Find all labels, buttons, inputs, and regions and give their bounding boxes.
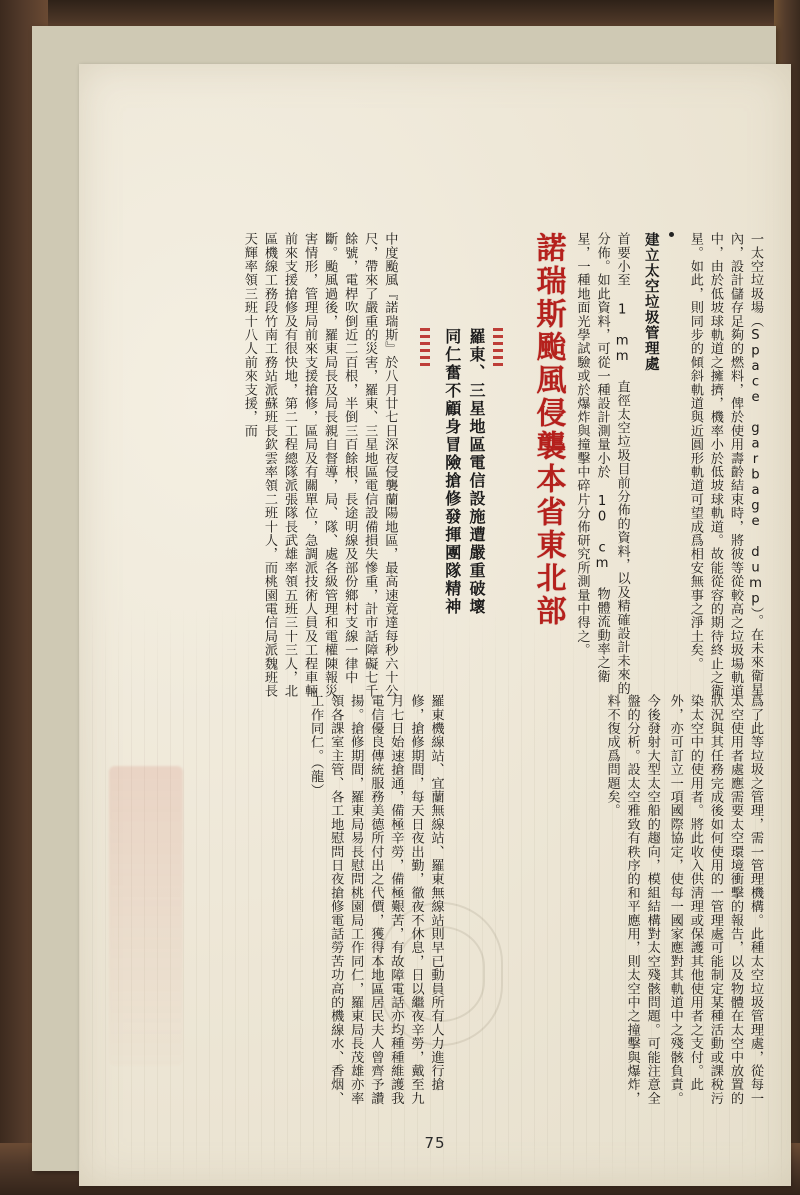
- typhoon-subheadline-2: 同仁奮不顧身冒險搶修發揮團隊精神: [442, 328, 462, 616]
- wave-rule-icon-2: [420, 328, 430, 368]
- typhoon-column-2: 羅東機線站、宜蘭無線站、羅東無線站則早已動員所有人力進行搶修，搶修期間，每天日夜出勤，徹夜不休息，日以繼夜辛勞，戴至九月七日始速搶通，備極辛勞，備極艱苦，有故障電話亦均種種維護我電信優良傳統服務美德所付出之代價，獲得本地區居民夫人曾齊予讚揚。搶修期間，羅東局易長慰問桃園局工作同仁，羅東局長茂雄亦率領各課室主管、各工地慰問日夜搶修電話勞苦功高的機線水、香烟、工作同仁。（龍）: [308, 694, 444, 1105]
- space-column-4: 今後發射大型太空船的趨向，模組結構對太空殘骸問題。可能注意全盤的分析。設太空雅致有秩序的和平應用，則太空中之撞擊與爆炸，料不復成爲問題矣。: [604, 694, 660, 1105]
- typhoon-headline-block: [508, 232, 565, 702]
- article-space-garbage: [105, 232, 765, 702]
- typhoon-column-1: 中度颱風『諾瑞斯』於八月廿七日深夜侵襲蘭陽地區，最高速竟達每秒六十公尺，帶來了嚴重的災害，羅東、三星地區電信設備損失慘重，計市話障礙七千餘號，電桿吹倒近二百根，半倒三百餘根，長途明線及部份鄉村支線一律中斷。颱風過後，羅東局長及局長親自督導，局、隊、處各級管理和電權陳報災害情形，管理局前來支援搶修，區局及有關單位，急調派技術人員及工程車輛前來支援搶修及有很快地，第二工程總隊派張隊長武雄率領五班三十三人，北區機線工務段竹南工務站派蘇班長欽雲率領二班十人，而桃園電信局派魏班長天輝率領三班十八人前來支援，而: [241, 232, 398, 698]
- page-number: 75: [424, 1134, 446, 1152]
- printed-page: [79, 64, 791, 1186]
- space-section-heading-column: [632, 232, 682, 702]
- wave-rule-icon: [493, 328, 503, 368]
- article-lower-region: [105, 694, 765, 1114]
- space-column-3: 爲了此等垃圾之管理，需一管理機構。此種太空垃圾管理處，從每一太空使用者處應需要太空環境衝擊的報告，以及物體在太空中放置的狀況與其任務完成後如何使用的一管理處可能制定某種活動或課稅污染太空中的使用者。將此收入供淸理或保護其他使用者之支付。此外，亦可訂立一項國際協定，使每一國家應對其軌道中之殘骸負責。: [667, 694, 763, 1105]
- typhoon-headline: 諾瑞斯颱風侵襲本省東北部: [530, 232, 566, 628]
- lower-gutter: [446, 694, 596, 1114]
- page-stack: [32, 26, 776, 1171]
- typhoon-subheadline-1: 羅東、三星地區電信設施遭嚴重破壞: [467, 328, 487, 616]
- section-heading: 建立太空垃圾管理處: [642, 232, 659, 372]
- space-column-2: 首要小至 1 mm 直徑太空垃圾目前分佈的資料，以及精確設計未來的分佈。如此資料，可從一種設計測量小於 10 cm 物體流動率之衛星，一種地面光學試驗或於爆炸與撞擊中碎片分佈研究所測量中得之。: [574, 232, 630, 695]
- space-column-1: 一太空垃圾場（Space garbage dump）。在未來衛星內，設計儲存足夠的燃料，俾於使用壽齡結束時，將彼等從較高之垃圾場軌道中，由於低坡球軌道之擁擠，機率小於低坡球軌道。故能從容的期待終止之衛星。如此，則同步的傾斜軌道與近圓形軌道可望成爲相安無事之淨土矣。: [687, 232, 763, 698]
- section-bullet-icon: [669, 232, 674, 237]
